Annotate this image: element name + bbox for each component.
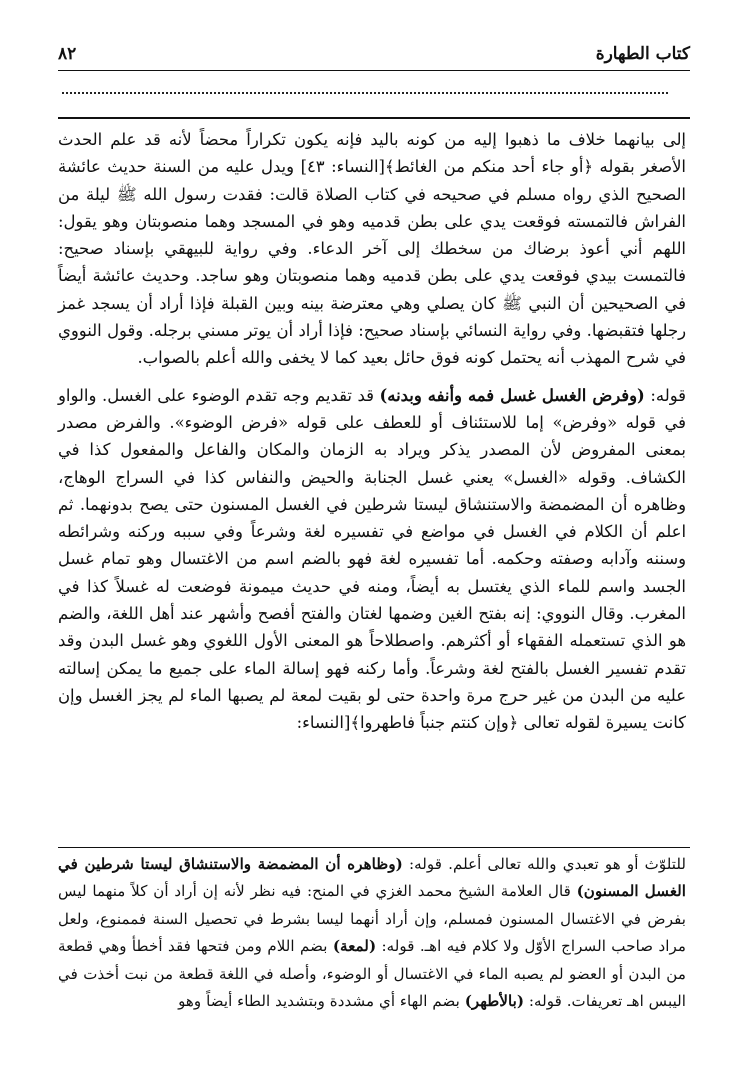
- paragraph-2-text: قد تقديم وجه تقدم الوضوء على الغسل. والواو في قوله «وفرض» إما للاستئناف أو للعطف على قوله «فرض الوضوء». والفرض مصدر بمعنى المفروض لأن المصدر يذكر ويراد به الزمان والمكان والفاعل والمفعول كذا في الكشاف. وقوله «الغسل» يعني غسل الجنابة والحيض والنفاس كذا في السراج الوهاج، وظاهره أن المضمضة والاستنشاق ليستا شرطين في الغسل المسنون حتى يصح بدونهما. ثم اعلم أن الكلام في الغسل في مواضع في تفسيره لغة وشرعاً وفي سببه وركنه وشرائطه وسننه وآدابه وصفته وحكمه. أما تفسيره لغة فهو بالضم اسم من الاغتسال وهو تمام غسل الجسد واسم للماء الذي يغتسل به أيضاً، ومنه في حديث ميمونة فوضعت له غسلاً كذا في المغرب. وقال النووي: إنه بفتح الغين وضمها لغتان والفتح أفصح وأشهر عند أهل اللغة، والضم هو الذي تستعمله الفقهاء أو أكثرهم. واصطلاحاً هو المعنى الأول اللغوي وهو غسل البدن وقد تقدم تفسير الغسل بالفتح لغة وشرعاً. وأما ركنه فهو إسالة الماء على جميع ما يمكن إسالته عليه من البدن من غير حرج مرة واحدة حتى لو بقيت لمعة لم يصبها الماء لم يجز الغسل وإن كانت يسيرة لقوله تعالى ﴿وإن كنتم جنباً فاطهروا﴾[النساء:: [58, 385, 686, 733]
- page-number: ٨٢: [58, 44, 77, 64]
- text-top-rule: [58, 117, 690, 119]
- book-title: كتاب الطهارة: [595, 44, 690, 64]
- header-rule: [58, 70, 690, 71]
- footnote-rule: [58, 847, 690, 848]
- dotted-separator: [62, 92, 668, 94]
- fn-part-g: بضم الهاء أي مشددة وبتشديد الطاء أيضاً وهو: [178, 992, 465, 1011]
- paragraph-2-prefix: قوله:: [644, 385, 687, 405]
- fn-part-c: قال العلامة الشيخ محمد الغزي في المنح: فيه نظر لأنه إن أراد أن كلاً منهما ليس بفرض في الاغتسال المسنون فمسلم، وإن أراد أنهما ليسا بشرط في تحصيل السنة فممنوع، ولعل مراد صاحب السراج الأوّل ولا كلام فيه اهـ. قوله:: [58, 882, 686, 956]
- page-header: [58, 44, 690, 70]
- main-text: [58, 126, 686, 737]
- fn-bold-d: (لمعة): [332, 937, 377, 956]
- footnote-text: [58, 851, 686, 1015]
- fn-bold-b: (وظاهره أن المضمضة والاستنشاق ليستا شرطين في الغسل المسنون): [58, 855, 686, 901]
- paragraph-1: إلى بيانهما خلاف ما ذهبوا إليه من كونه باليد فإنه يكون تكراراً محضاً لأنه قد علم الحدث الأصغر بقوله ﴿أو جاء أحد منكم من الغائط﴾[النساء: ٤٣] ويدل عليه من السنة حديث عائشة الصحيح الذي رواه مسلم في صحيحه في كتاب الصلاة قالت: فقدت رسول الله ﷺ ليلة من الفراش فالتمسته فوقعت يدي على بطن قدميه وهو في المسجد وهما منصوبتان وهو يقول: اللهم أني أعوذ برضاك من سخطك إلى آخر الدعاء. وفي رواية للبيهقي بإسناد صحيح: فالتمست بيدي فوقعت يدي على بطن قدميه وهما منصوبتان وهو ساجد. وحديث عائشة أيضاً في الصحيحين أن النبي ﷺ كان يصلي وهي معترضة بينه وبين القبلة فإذا أراد أن يسجد غمز رجلها فتقبضها. وفي رواية النسائي بإسناد صحيح: فإذا أراد أن يوتر مسني برجله. وقول النووي في شرح المهذب أنه يحتمل كونه فوق حائل بعيد كما لا يخفى والله أعلم بالصواب.: [58, 130, 686, 368]
- paragraph-2: [58, 382, 686, 737]
- fn-bold-f: (بالأطهر): [464, 992, 525, 1011]
- footnotes: [58, 851, 686, 1015]
- fn-part-e: بضم اللام ومن فتحها فقد أخطأ وهي قطعة من البدن أو العضو لم يصبه الماء في الاغتسال أو الوضوء، وأصله في اللغة قطعة من نبت أخذت في اليبس اهـ تعريفات. قوله:: [58, 937, 686, 1011]
- fn-part-a: للتلوّث أو هو تعبدي والله تعالى أعلم. قوله:: [402, 855, 686, 873]
- paragraph-2-heading: (وفرض الغسل غسل فمه وأنفه وبدنه): [379, 385, 645, 405]
